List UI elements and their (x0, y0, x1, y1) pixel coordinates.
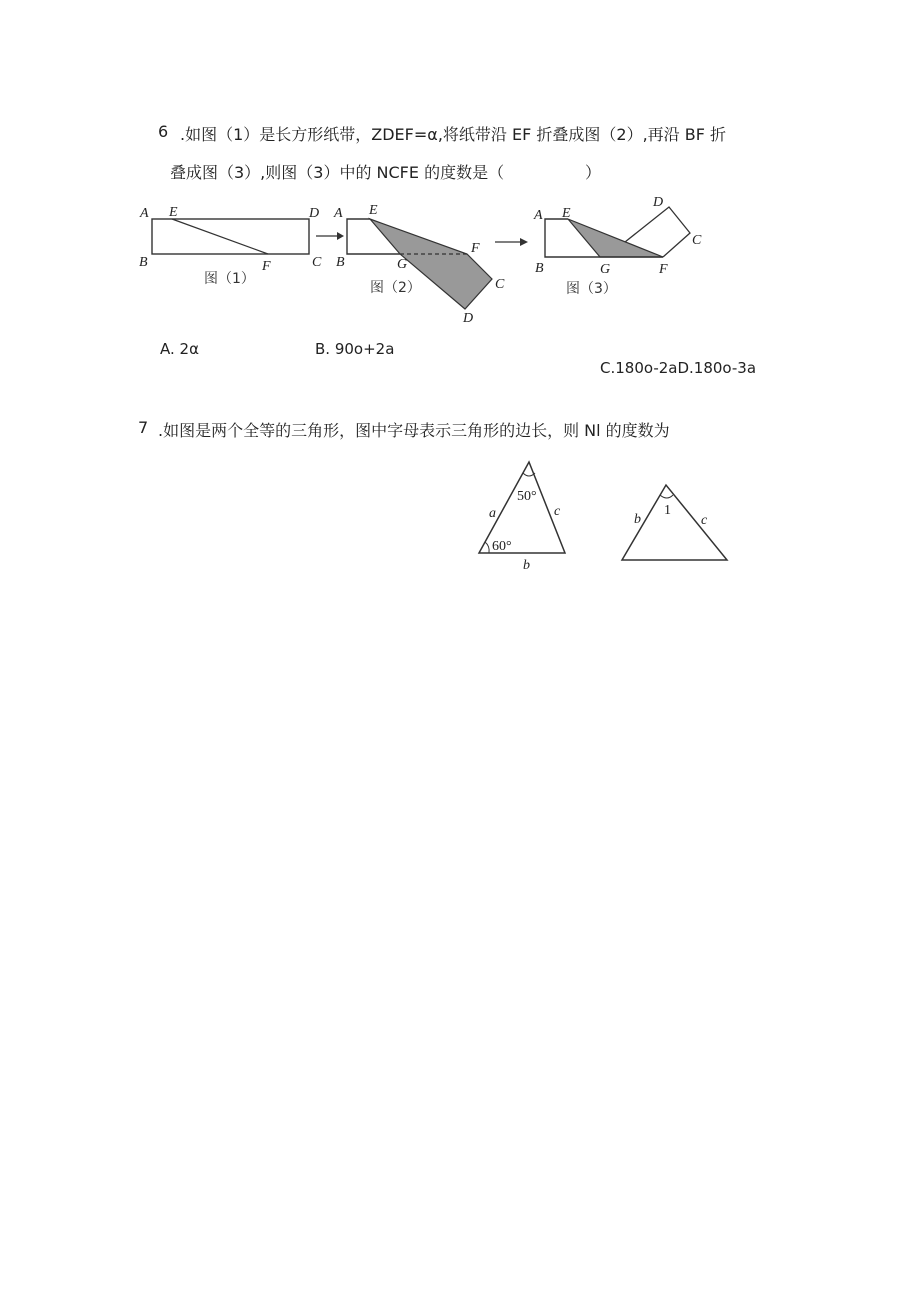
tri2-side-c: c (701, 513, 708, 528)
tri1-angle-top: 50° (517, 489, 537, 504)
fig1-label-D: D (309, 206, 320, 221)
fig3-caption: 图（3） (566, 281, 617, 297)
fig2-label-F: F (471, 241, 480, 256)
fig3-label-B: B (535, 261, 544, 276)
fig2-label-B: B (336, 255, 345, 270)
fig1-label-C: C (312, 255, 322, 270)
question-7-number: 7 (138, 418, 149, 437)
fig1-label-F: F (262, 259, 271, 274)
fig3-label-C: C (692, 233, 702, 248)
question-6-line-1: .如图（1）是长方形纸带，ZDEF=α,将纸带沿 EF 折叠成图（2）,再沿 BF 折 (180, 125, 727, 144)
tri1-angle-left: 60° (492, 539, 512, 554)
option-c-d: C.180o-2aD.180o-3a (600, 359, 757, 377)
figure-2 (333, 203, 505, 326)
triangle-1 (479, 462, 565, 573)
fig1-label-B: B (139, 255, 148, 270)
fig2-label-G: G (397, 257, 408, 272)
option-a: A. 2α (160, 340, 199, 358)
fig2-label-A: A (334, 206, 343, 221)
figure-3 (533, 195, 702, 297)
tri1-side-a: a (489, 506, 496, 521)
tri1-side-b: b (523, 558, 530, 573)
fig1-label-E: E (169, 205, 178, 220)
question-7-triangles (460, 450, 760, 580)
fig2-label-D: D (463, 311, 474, 326)
figure-1 (139, 205, 322, 287)
fig1-caption: 图（1） (204, 271, 255, 287)
fig3-label-E: E (562, 206, 571, 221)
question-6-number: 6 (158, 122, 169, 141)
fig2-caption: 图（2） (370, 280, 421, 296)
fig3-label-F: F (659, 262, 668, 277)
fig3-label-A: A (534, 208, 543, 223)
arrow-2-icon (495, 238, 528, 246)
fig3-label-G: G (600, 262, 611, 277)
arrow-1-icon (316, 232, 344, 240)
question-6-closing-paren: ） (585, 163, 602, 182)
fig2-label-E: E (369, 203, 378, 218)
fig3-label-D: D (653, 195, 664, 210)
question-6-figures (0, 0, 920, 340)
fig1-label-A: A (140, 206, 149, 221)
triangle-2 (622, 485, 727, 560)
fig2-label-C: C (495, 277, 505, 292)
question-7-text: .如图是两个全等的三角形，图中字母表示三角形的边长，则 Nl 的度数为 (158, 421, 670, 440)
tri1-side-c: c (554, 504, 561, 519)
tri2-side-b: b (634, 512, 641, 527)
option-b: B. 90o+2a (315, 340, 395, 358)
tri2-angle-1: 1 (664, 503, 671, 518)
question-6-line-2: 叠成图（3）,则图（3）中的 NCFE 的度数是（ (170, 163, 505, 182)
